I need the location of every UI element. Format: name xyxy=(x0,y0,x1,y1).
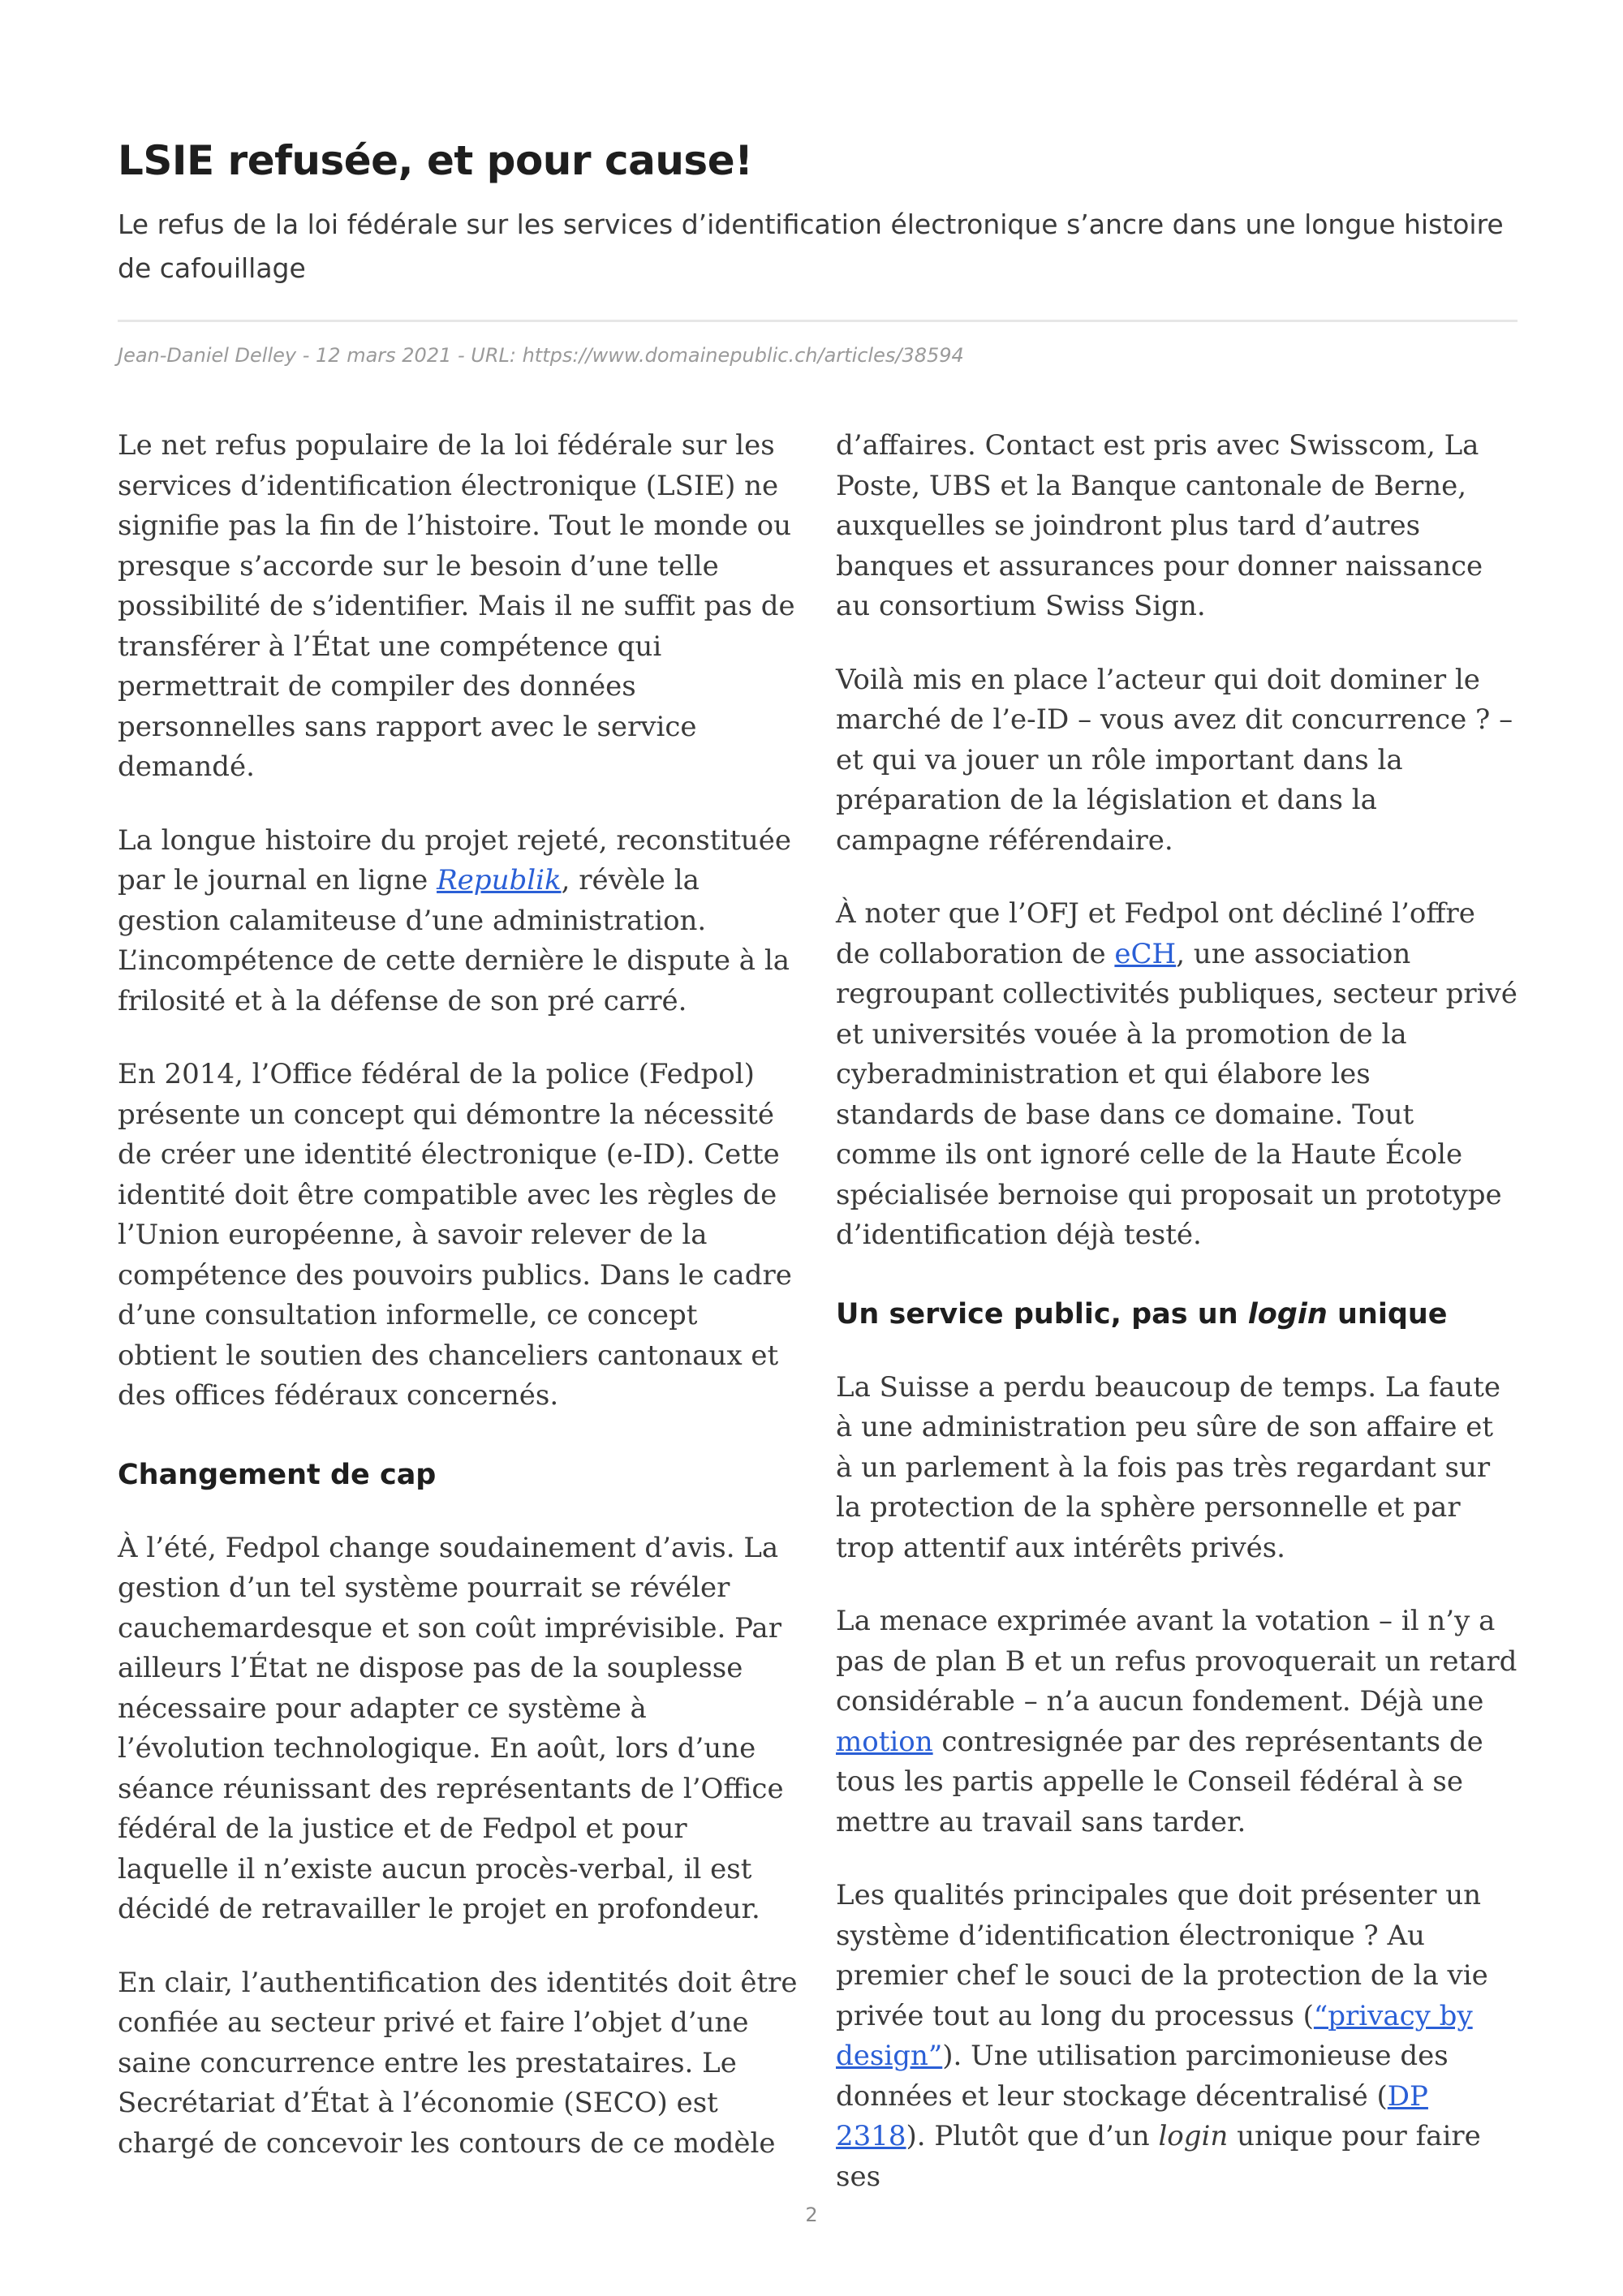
paragraph-text: , une association regroupant collectivités publiques, secteur privé et universités vouée à la promotion de la cyberadministration et qui élabore les standards de base dans ce domaine. Tout comme ils ont ignoré celle de la Haute École spécialisée bernoise qui proposait un prototype d’identification déjà testé. xyxy=(836,937,1518,1251)
paragraph xyxy=(836,1876,1518,2197)
republik-link[interactable]: Republik xyxy=(437,864,562,896)
paragraph-text: unique pour faire ses xyxy=(836,2120,1481,2193)
article-header xyxy=(118,130,1518,290)
paragraph: La Suisse a perdu beaucoup de temps. La faute à une administration peu sûre de son affaire et à un parlement à la fois pas très regardant sur la protection de la sphère personnelle et par trop attentif aux intérêts privés. xyxy=(836,1370,1501,1564)
right-column xyxy=(836,426,1518,2230)
paragraph xyxy=(836,1602,1518,1842)
paragraph-text: contresignée par des représentants de tous les partis appelle le Conseil fédéral à se mettre au travail sans tarder. xyxy=(836,1725,1483,1838)
paragraph: d’affaires. Contact est pris avec Swisscom, La Poste, UBS et la Banque cantonale de Berne, auxquelles se joindront plus tard d’autres banques et assurances pour donner naissance au consortium Swiss Sign. xyxy=(836,429,1483,622)
paragraph: Le net refus populaire de la loi fédérale sur les services d’identification électronique (LSIE) ne signifie pas la fin de l’histoire. Tout le monde ou presque s’accorde sur le besoin d’une telle possibilité de s’identifier. Mais il ne suffit pas de transférer à l’État une compétence qui permettrait de compiler des données personnelles sans rapport avec le service demandé. xyxy=(118,429,795,783)
page-number: 2 xyxy=(805,2204,818,2226)
paragraph-text: À noter que l’OFJ et Fedpol ont décliné l’offre de collaboration de xyxy=(836,897,1475,970)
heading-text: unique xyxy=(1327,1297,1448,1331)
paragraph: En clair, l’authentification des identités doit être confiée au secteur privé et faire l’objet d’une saine concurrence entre les prestataires. Le Secrétariat d’État à l’économie (SECO) est chargé de concevoir les contours de ce modèle xyxy=(118,1966,798,2160)
section-heading: Changement de cap xyxy=(118,1458,437,1491)
paragraph xyxy=(836,894,1518,1256)
paragraph-emphasis: login xyxy=(1158,2120,1229,2152)
section-heading xyxy=(836,1289,1518,1335)
privacy-by-design-link[interactable]: “privacy by design” xyxy=(836,1999,1473,2072)
paragraph-text: , révèle la gestion calamiteuse d’une administration. L’incompétence de cette dernière le dispute à la frilosité et à la défense de son pré carré. xyxy=(118,864,790,1017)
paragraph: À l’été, Fedpol change soudainement d’avis. La gestion d’un tel système pourrait se révéler cauchemardesque et son coût imprévisible. Par ailleurs l’État ne dispose pas de la souplesse nécessaire pour adapter ce système à l’évolution technologique. En août, lors d’une séance réunissant des représentants de l’Office fédéral de la justice et de Fedpol et pour laquelle il n’existe aucun procès-verbal, il est décidé de retravailler le projet en profondeur. xyxy=(118,1531,784,1925)
motion-link[interactable]: motion xyxy=(836,1725,933,1758)
paragraph: En 2014, l’Office fédéral de la police (Fedpol) présente un concept qui démontre la nécessité de créer une identité électronique (e-ID). Cette identité doit être compatible avec les règles de l’Union européenne, à savoir relever de la compétence des pouvoirs publics. Dans le cadre d’une consultation informelle, ce concept obtient le soutien des chanceliers cantonaux et des offices fédéraux concernés. xyxy=(118,1058,792,1412)
paragraph-text: La longue histoire du projet rejeté, reconstituée par le journal en ligne xyxy=(118,823,791,896)
heading-emphasis: login xyxy=(1247,1297,1328,1331)
dp-2318-link[interactable]: DP 2318 xyxy=(836,2079,1428,2152)
paragraph-text: ). Une utilisation parcimonieuse des données et leur stockage décentralisé ( xyxy=(836,2040,1449,2113)
paragraph: Voilà mis en place l’acteur qui doit dominer le marché de l’e-ID – vous avez dit concurrence ? – et qui va jouer un rôle important dans la préparation de la législation et dans la campagne référendaire. xyxy=(836,663,1513,857)
paragraph-text: ). Plutôt que d’un xyxy=(906,2120,1159,2152)
header-divider xyxy=(118,320,1518,322)
paragraph-text: La menace exprimée avant la votation – il n’y a pas de plan B et un refus provoquerait un retard considérable – n’a aucun fondement. Déjà une xyxy=(836,1605,1518,1718)
article-meta: Jean-Daniel Delley - 12 mars 2021 - URL: https://www.domainepublic.ch/articles/38594 xyxy=(118,344,964,367)
left-column xyxy=(118,426,799,2197)
article-subtitle: Le refus de la loi fédérale sur les services d’identification électronique s’ancre dans une longue histoire de cafouillage xyxy=(118,209,1504,284)
paragraph xyxy=(118,821,799,1022)
ech-link[interactable]: eCH xyxy=(1114,937,1177,970)
article-title: LSIE refusée, et pour cause! xyxy=(118,137,753,184)
heading-text: Un service public, pas un xyxy=(836,1297,1248,1331)
paragraph-text: Les qualités principales que doit présenter un système d’identification électronique ? Au premier chef le souci de la protection de la vie privée tout au long du processus ( xyxy=(836,1879,1488,2032)
